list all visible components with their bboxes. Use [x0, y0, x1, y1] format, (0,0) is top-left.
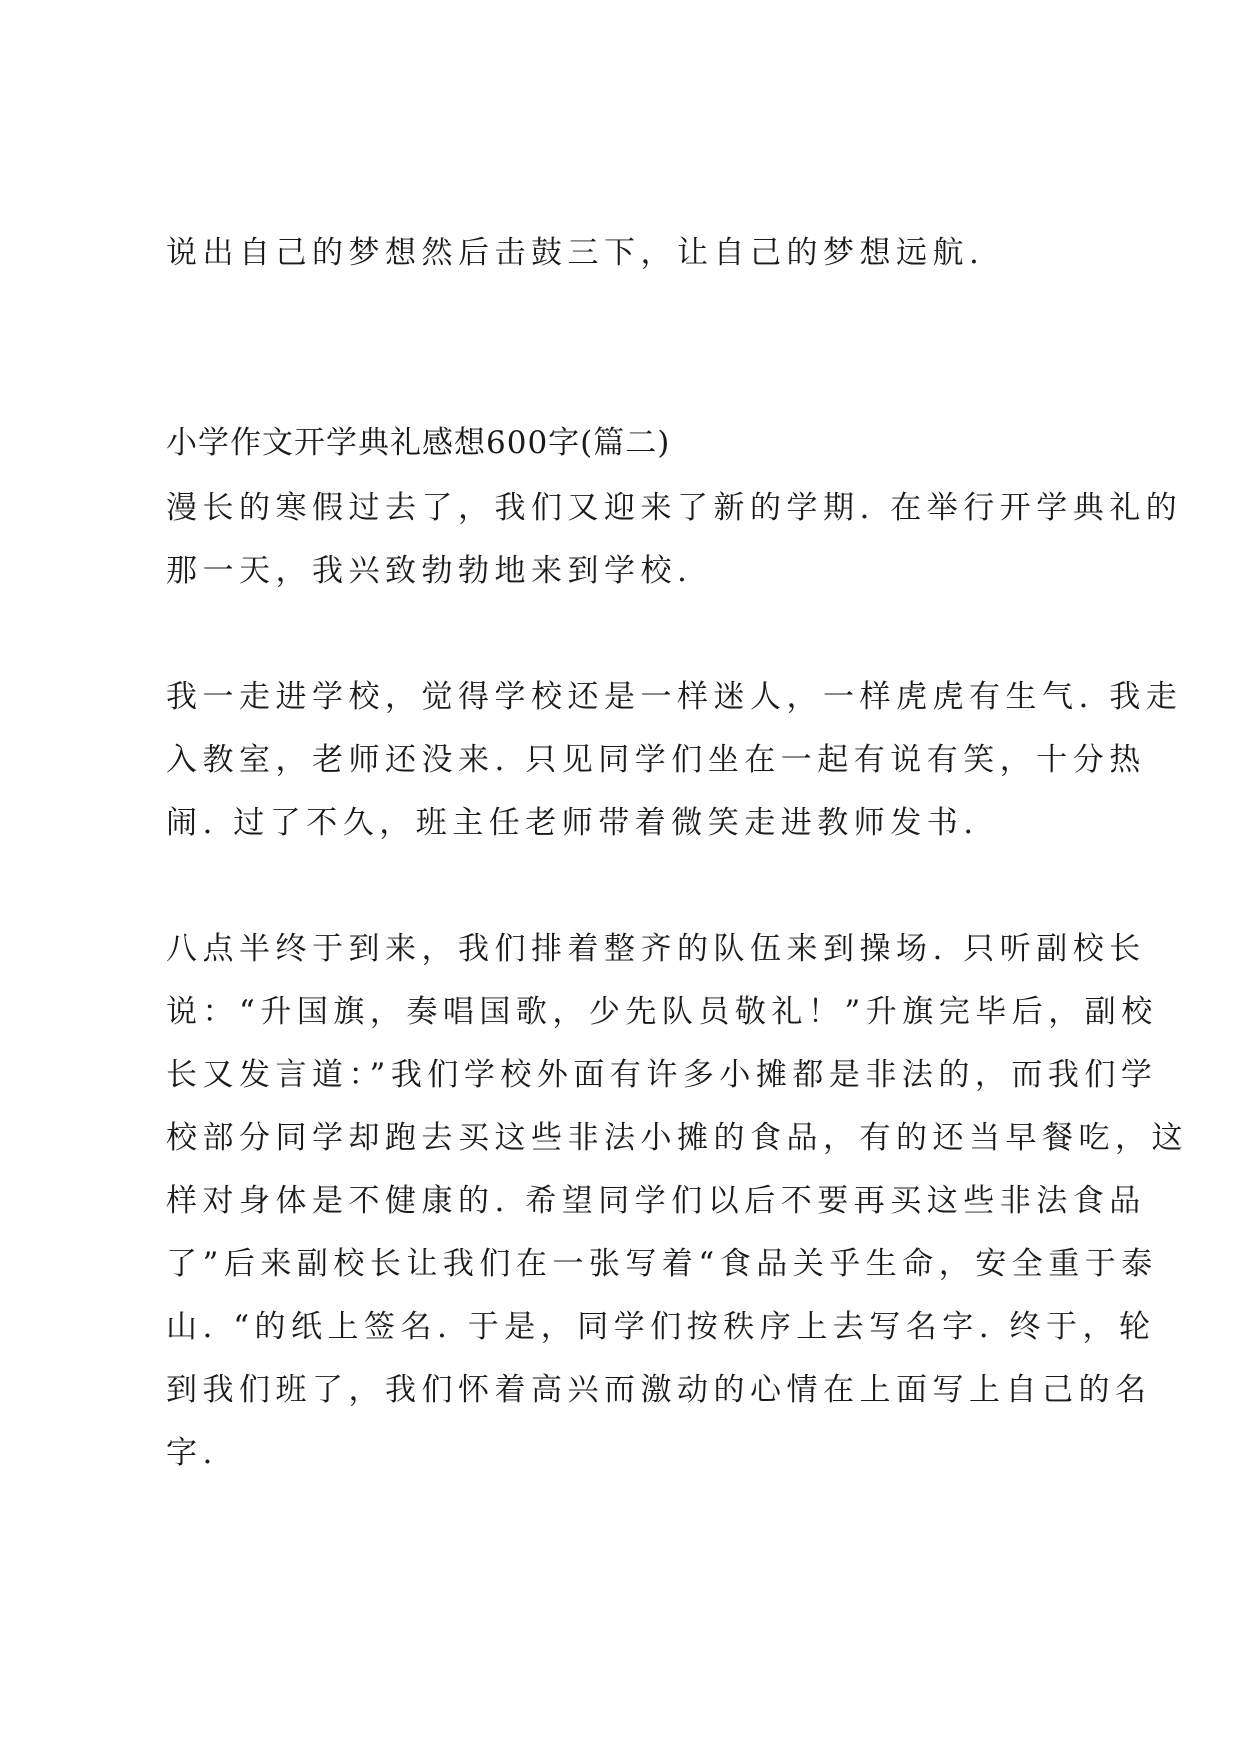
paragraph-line: 到我们班了，我们怀着高兴而激动的心情在上面写上自己的名	[166, 1372, 1152, 1408]
paragraph-line: 那一天，我兴致勃勃地来到学校.	[166, 553, 693, 589]
paragraph-line: 山. “的纸上签名. 于是，同学们按秩序上去写名字. 终于，轮	[166, 1309, 1156, 1345]
paragraph-line: 说出自己的梦想然后击鼓三下，让自己的梦想远航.	[166, 235, 985, 271]
paragraph-line: 了”后来副校长让我们在一张写着“食品关乎生命，安全重于泰	[166, 1246, 1158, 1282]
paragraph-line: 样对身体是不健康的. 希望同学们以后不要再买这些非法食品	[166, 1183, 1146, 1219]
paragraph-line: 说：“升国旗，奏唱国歌，少先队员敬礼！”升旗完毕后，副校	[166, 994, 1158, 1030]
paragraph-line: 入教室，老师还没来. 只见同学们坐在一起有说有笑，十分热	[166, 742, 1146, 778]
paragraph-line: 字.	[166, 1435, 218, 1471]
paragraph-line: 闹. 过了不久，班主任老师带着微笑走进教师发书.	[166, 805, 979, 841]
paragraph-line: 长又发言道：”我们学校外面有许多小摊都是非法的，而我们学	[166, 1057, 1158, 1093]
section-heading: 小学作文开学典礼感想600字(篇二)	[166, 425, 671, 461]
paragraph-line: 漫长的寒假过去了，我们又迎来了新的学期. 在举行开学典礼的	[166, 490, 1183, 526]
paragraph-line: 校部分同学却跑去买这些非法小摊的食品，有的还当早餐吃，这	[166, 1120, 1188, 1156]
paragraph-line: 我一走进学校，觉得学校还是一样迷人，一样虎虎有生气. 我走	[166, 679, 1183, 715]
paragraph-line: 八点半终于到来，我们排着整齐的队伍来到操场. 只听副校长	[166, 931, 1146, 967]
